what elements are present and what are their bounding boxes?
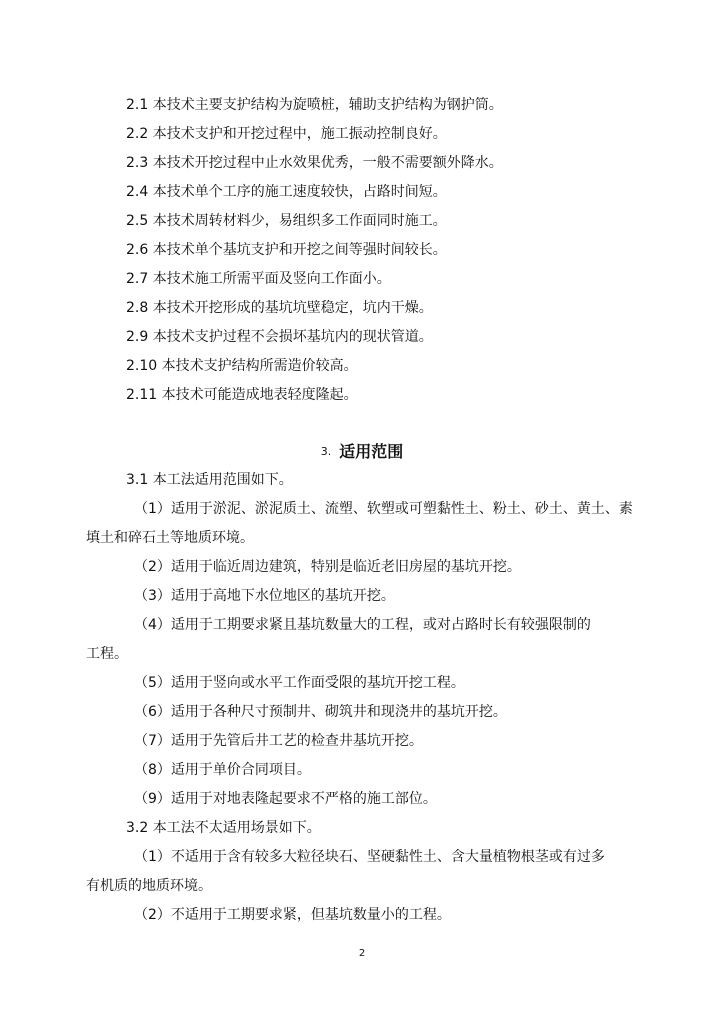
list-item: （7）适用于先管后井工艺的检查井基坑开挖。: [134, 733, 423, 749]
section2-item: 2.7 本技术施工所需平面及竖向工作面小。: [126, 271, 391, 287]
list-item: （4）适用于工期要求紧且基坑数量大的工程，或对占路时长有较强限制的: [134, 617, 591, 633]
list-item: （5）适用于竖向或水平工作面受限的基坑开挖工程。: [134, 675, 465, 691]
section3-number: 3.: [320, 445, 332, 458]
section2-item: 2.11 本技术可能造成地表轻度隆起。: [126, 387, 358, 403]
list-item: （2）适用于临近周边建筑，特别是临近老旧房屋的基坑开挖。: [134, 559, 521, 575]
list-item: （1）适用于淤泥、淤泥质土、流塑、软塑或可塑黏性土、粉土、砂土、黄土、素: [134, 501, 633, 517]
list-item: （8）适用于单价合同项目。: [134, 762, 311, 778]
subsection-3-2-title: 3.2 本工法不太适用场景如下。: [126, 820, 321, 836]
section2-item: 2.3 本技术开挖过程中止水效果优秀，一般不需要额外降水。: [126, 155, 503, 171]
section3-title: 适用范围: [339, 442, 404, 461]
list-item: （2）不适用于工期要求紧，但基坑数量小的工程。: [134, 907, 451, 923]
list-item: （9）适用于对地表隆起要求不严格的施工部位。: [134, 791, 437, 807]
section2-item: 2.10 本技术支护结构所需造价较高。: [126, 358, 358, 374]
section2-item: 2.6 本技术单个基坑支护和开挖之间等强时间较长。: [126, 242, 447, 258]
list-item: （3）适用于高地下水位地区的基坑开挖。: [134, 588, 395, 604]
list-item-continuation: 有机质的地质环境。: [86, 878, 212, 894]
list-item-continuation: 工程。: [86, 646, 128, 662]
section2-item: 2.5 本技术周转材料少，易组织多工作面同时施工。: [126, 213, 447, 229]
section2-item: 2.9 本技术支护过程不会损坏基坑内的现状管道。: [126, 329, 433, 345]
list-item-continuation: 填土和碎石土等地质环境。: [86, 530, 254, 546]
list-item: （6）适用于各种尺寸预制井、砌筑井和现浇井的基坑开挖。: [134, 704, 507, 720]
section3-heading: [0, 441, 724, 463]
section2-item: 2.1 本技术主要支护结构为旋喷桩，辅助支护结构为钢护筒。: [126, 97, 503, 113]
list-item: （1）不适用于含有较多大粒径块石、坚硬黏性土、含大量植物根茎或有过多: [134, 849, 605, 865]
section2-item: 2.4 本技术单个工序的施工速度较快，占路时间短。: [126, 184, 447, 200]
page-number: 2: [358, 948, 366, 959]
section2-item: 2.8 本技术开挖形成的基坑坑壁稳定，坑内干燥。: [126, 300, 433, 316]
section2-item: 2.2 本技术支护和开挖过程中，施工振动控制良好。: [126, 126, 447, 142]
subsection-3-1-title: 3.1 本工法适用范围如下。: [126, 472, 293, 488]
